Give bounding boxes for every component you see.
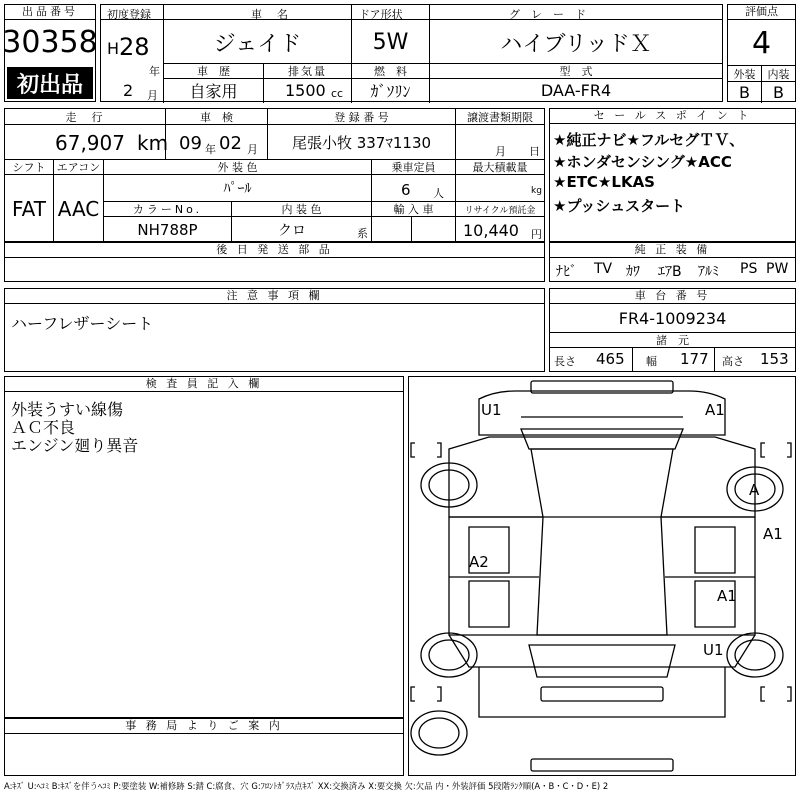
height-value: 153 bbox=[760, 350, 789, 368]
first-listing-badge: 初出品 bbox=[7, 67, 93, 99]
sales-points-box bbox=[549, 108, 796, 242]
car-name-label: 車 名 bbox=[251, 8, 290, 21]
chassis-label: 車 台 番 号 bbox=[550, 289, 795, 304]
ext-score: B bbox=[739, 82, 750, 102]
inspection-month-unit: 月 bbox=[247, 143, 258, 156]
divider bbox=[455, 109, 456, 243]
width-value: 177 bbox=[680, 350, 709, 368]
door-value: 5W bbox=[372, 29, 409, 55]
int-score: B bbox=[773, 82, 784, 102]
mark-a1-top: A1 bbox=[705, 401, 725, 419]
equipment-item: ｴｱB bbox=[658, 264, 682, 280]
office-box bbox=[4, 718, 404, 776]
height-label: 高さ bbox=[722, 355, 744, 368]
int-label: 内装 bbox=[767, 67, 790, 81]
reg-month-unit: 月 bbox=[147, 89, 158, 102]
later-parts-label: 後 日 発 送 部 品 bbox=[5, 243, 544, 258]
grade-value: ハイブリッドＸ bbox=[500, 31, 652, 57]
top-header-row bbox=[101, 5, 722, 20]
load-label: 最大積載量 bbox=[472, 161, 528, 174]
reg-year: 28 bbox=[119, 33, 150, 61]
capacity-unit: 人 bbox=[433, 187, 444, 200]
equipment-box bbox=[549, 242, 796, 282]
lot-number: 30358 bbox=[2, 24, 98, 60]
legend: A:ｷｽﾞ U:ﾍｺﾐ B:ｷｽﾞを伴うﾍｺﾐ P:要塗装 W:補修跡 S:錆 C:腐食、穴 G:ﾌﾛﾝﾄｶﾞﾗｽ点ｷｽﾞ XX:交換済み X:要交換 欠:欠品 内・外装評価 5段階ﾗﾝｸ順(A・B・C・D・E) 2 bbox=[4, 781, 609, 791]
color-no-label: カラーNo. bbox=[132, 203, 203, 216]
reg-month: 2 bbox=[123, 81, 134, 100]
capacity-label: 乗車定員 bbox=[391, 161, 436, 174]
transfer-label: 譲渡書類期限 bbox=[467, 111, 533, 124]
model-label: 型 式 bbox=[559, 65, 593, 78]
mark-a1-right: A1 bbox=[763, 525, 783, 543]
plate-label: 登 録 番 号 bbox=[334, 111, 389, 124]
inspection-month: 02 bbox=[219, 133, 242, 154]
office-label: 事 務 局 よ り ご 案 内 bbox=[5, 719, 403, 734]
divider bbox=[714, 347, 715, 371]
car-name: ジェイド bbox=[213, 31, 302, 57]
vehicle-detail-box bbox=[4, 108, 545, 242]
mileage-unit: km bbox=[137, 131, 169, 155]
mark-a1-mid: A1 bbox=[717, 587, 737, 605]
car-diagram-box bbox=[408, 376, 796, 776]
equipment-item: PW bbox=[766, 261, 789, 277]
interior-value: クロ bbox=[278, 223, 306, 239]
equipment-item: ｶﾜ bbox=[626, 264, 640, 280]
transfer-month-unit: 月 bbox=[495, 145, 506, 158]
later-parts-box bbox=[4, 242, 545, 282]
reg-year-unit: 年 bbox=[149, 65, 160, 78]
interior-unit: 系 bbox=[357, 227, 368, 240]
import-label: 輸 入 車 bbox=[393, 203, 434, 216]
inspector-line: ＡＣ不良 bbox=[11, 418, 76, 437]
top-info-box bbox=[100, 4, 723, 102]
mark-a2-left: A2 bbox=[469, 553, 489, 571]
color-no-value: NH788P bbox=[137, 221, 198, 239]
reg-label: 初度登録 bbox=[107, 8, 151, 21]
divider bbox=[411, 216, 412, 243]
capacity-value: 6 bbox=[401, 181, 411, 199]
reg-era: H bbox=[107, 39, 120, 58]
history-value: 自家用 bbox=[189, 82, 238, 101]
equipment-item: TV bbox=[594, 261, 613, 277]
score-label: 評価点 bbox=[728, 5, 795, 20]
plate-value: 尾張小牧 337ﾏ1130 bbox=[291, 133, 432, 152]
inspector-line: 外装うすい線傷 bbox=[11, 400, 124, 419]
exterior-value: ﾊﾟｰﾙ bbox=[223, 181, 252, 197]
car-diagram bbox=[409, 377, 795, 775]
notes-label: 注 意 事 項 欄 bbox=[5, 289, 544, 304]
engine-unit: cc bbox=[331, 87, 344, 100]
divider bbox=[550, 347, 795, 348]
notes-box bbox=[4, 288, 545, 372]
history-label: 車 歴 bbox=[197, 65, 230, 78]
fuel-label: 燃 料 bbox=[374, 65, 407, 78]
sales-points-label: セ ー ル ス ポ イ ン ト bbox=[550, 109, 795, 124]
length-label: 長さ bbox=[554, 355, 576, 368]
shift-value: FAT bbox=[11, 197, 46, 221]
divider bbox=[632, 347, 633, 371]
width-label: 幅 bbox=[646, 355, 657, 368]
inspection-year-unit: 年 bbox=[205, 143, 216, 156]
transfer-day-unit: 日 bbox=[529, 145, 540, 158]
score-box bbox=[727, 4, 796, 102]
recycle-label: リサイクル預託金 bbox=[464, 205, 536, 216]
lot-box bbox=[4, 4, 96, 102]
sales-point-line: ★プッシュスタート bbox=[553, 197, 686, 215]
fuel-value: ｶﾞｿﾘﾝ bbox=[370, 82, 411, 101]
chassis-box bbox=[549, 288, 796, 372]
engine-value: 1500 bbox=[285, 81, 326, 100]
interior-label: 内 装 色 bbox=[281, 203, 322, 216]
load-unit: kg bbox=[531, 186, 542, 196]
mark-u1-top: U1 bbox=[481, 401, 502, 419]
recycle-unit: 円 bbox=[531, 228, 542, 241]
notes-value: ハーフレザーシート bbox=[11, 314, 154, 333]
door-label: ドア形状 bbox=[359, 8, 403, 21]
grade-label: グ レ ー ド bbox=[509, 8, 586, 21]
inspector-box bbox=[4, 376, 404, 718]
equipment-item: ﾅﾋﾞ bbox=[556, 264, 577, 280]
ext-label: 外装 bbox=[733, 67, 756, 81]
engine-label: 排気量 bbox=[288, 65, 327, 78]
inspector-label: 検 査 員 記 入 欄 bbox=[5, 377, 403, 392]
equipment-item: ｱﾙﾐ bbox=[698, 264, 719, 280]
inspection-year: 09 bbox=[179, 133, 202, 154]
aircon-value: AAC bbox=[57, 197, 100, 221]
mark-a-right: A bbox=[749, 481, 760, 499]
lot-label: 出品番号 bbox=[5, 5, 95, 20]
mark-u1-bottom: U1 bbox=[703, 641, 724, 659]
mileage-value: 67,907 bbox=[55, 131, 125, 155]
dims-label: 諸 元 bbox=[656, 334, 689, 347]
model-value: DAA-FR4 bbox=[540, 81, 612, 100]
sales-point-line: ★純正ナビ★フルセグＴＶ、 bbox=[553, 131, 745, 149]
mileage-label: 走 行 bbox=[65, 111, 105, 124]
exterior-label: 外 装 色 bbox=[217, 161, 258, 174]
aircon-label: エアコン bbox=[56, 161, 101, 174]
length-value: 465 bbox=[596, 350, 625, 368]
equipment-label: 純 正 装 備 bbox=[550, 243, 795, 258]
shift-label: シフト bbox=[12, 161, 46, 174]
recycle-value: 10,440 bbox=[463, 221, 519, 240]
chassis-value: FR4-1009234 bbox=[618, 308, 727, 328]
inspector-line: エンジン廻り異音 bbox=[11, 436, 139, 455]
sales-point-line: ★ETC★LKAS bbox=[553, 173, 655, 191]
equipment-item: PS bbox=[740, 261, 758, 277]
inspection-label: 車 検 bbox=[200, 111, 233, 124]
sales-point-line: ★ホンダセンシング★ACC bbox=[553, 153, 732, 171]
score-value: 4 bbox=[751, 25, 772, 61]
